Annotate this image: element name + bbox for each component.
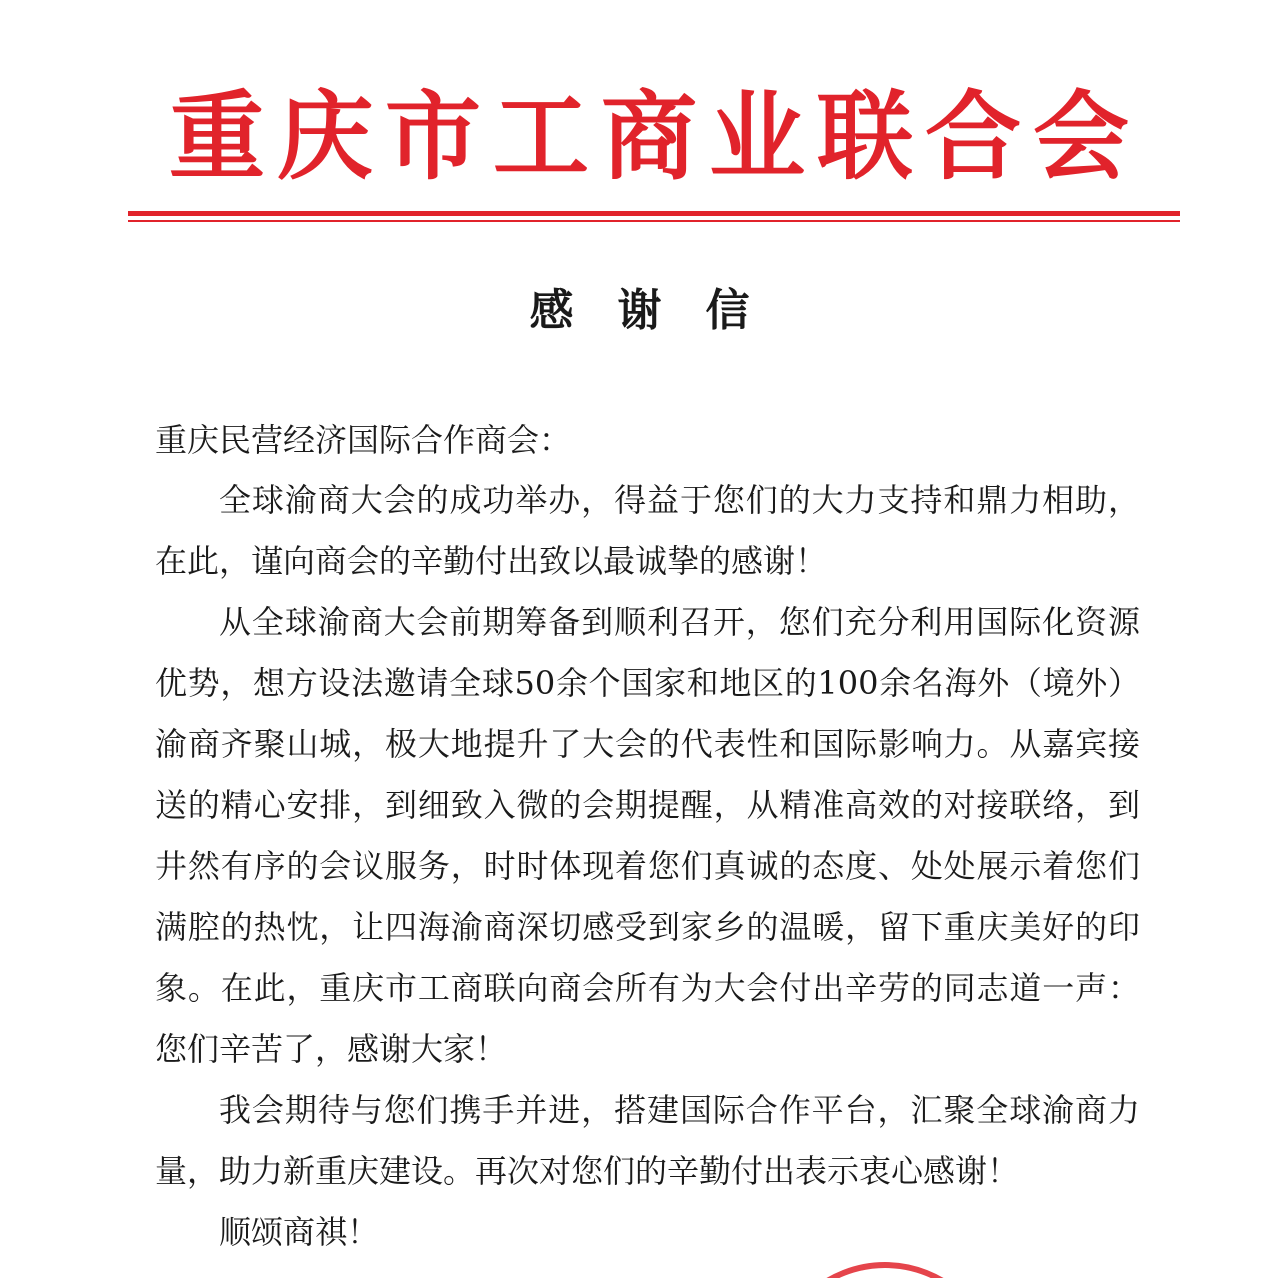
letterhead-rule-thin xyxy=(128,220,1180,222)
letter-title: 感谢信 xyxy=(529,285,794,336)
letter-body xyxy=(155,470,1140,1263)
salutation: 重庆民营经济国际合作商会： xyxy=(155,421,572,459)
paragraph-2: 从全球渝商大会前期筹备到顺利召开，您们充分利用国际化资源优势，想方设法邀请全球50余个国家和地区的100余名海外（境外）渝商齐聚山城，极大地提升了大会的代表性和国际影响力。从嘉宾接送的精心安排，到细致入微的会期提醒，从精准高效的对接联络，到井然有序的会议服务，时时体现着您们真诚的态度、处处展示着您们满腔的热忱，让四海渝商深切感受到家乡的温暖，留下重庆美好的印象。在此，重庆市工商联向商会所有为大会付出辛劳的同志道一声：您们辛苦了，感谢大家！ xyxy=(155,603,1140,1068)
letterhead-rule-thick xyxy=(128,211,1180,216)
paragraph-1: 全球渝商大会的成功举办，得益于您们的大力支持和鼎力相助，在此，谨向商会的辛勤付出致以最诚挚的感谢！ xyxy=(155,481,1140,580)
closing-greeting: 顺颂商祺！ xyxy=(219,1213,380,1251)
paragraph-3: 我会期待与您们携手并进，搭建国际合作平台，汇聚全球渝商力量，助力新重庆建设。再次对您们的辛勤付出表示衷心感谢！ xyxy=(155,1091,1140,1190)
organization-letterhead: 重庆市工商业联合会 xyxy=(169,80,1141,193)
official-seal-stamp xyxy=(770,1262,1000,1278)
